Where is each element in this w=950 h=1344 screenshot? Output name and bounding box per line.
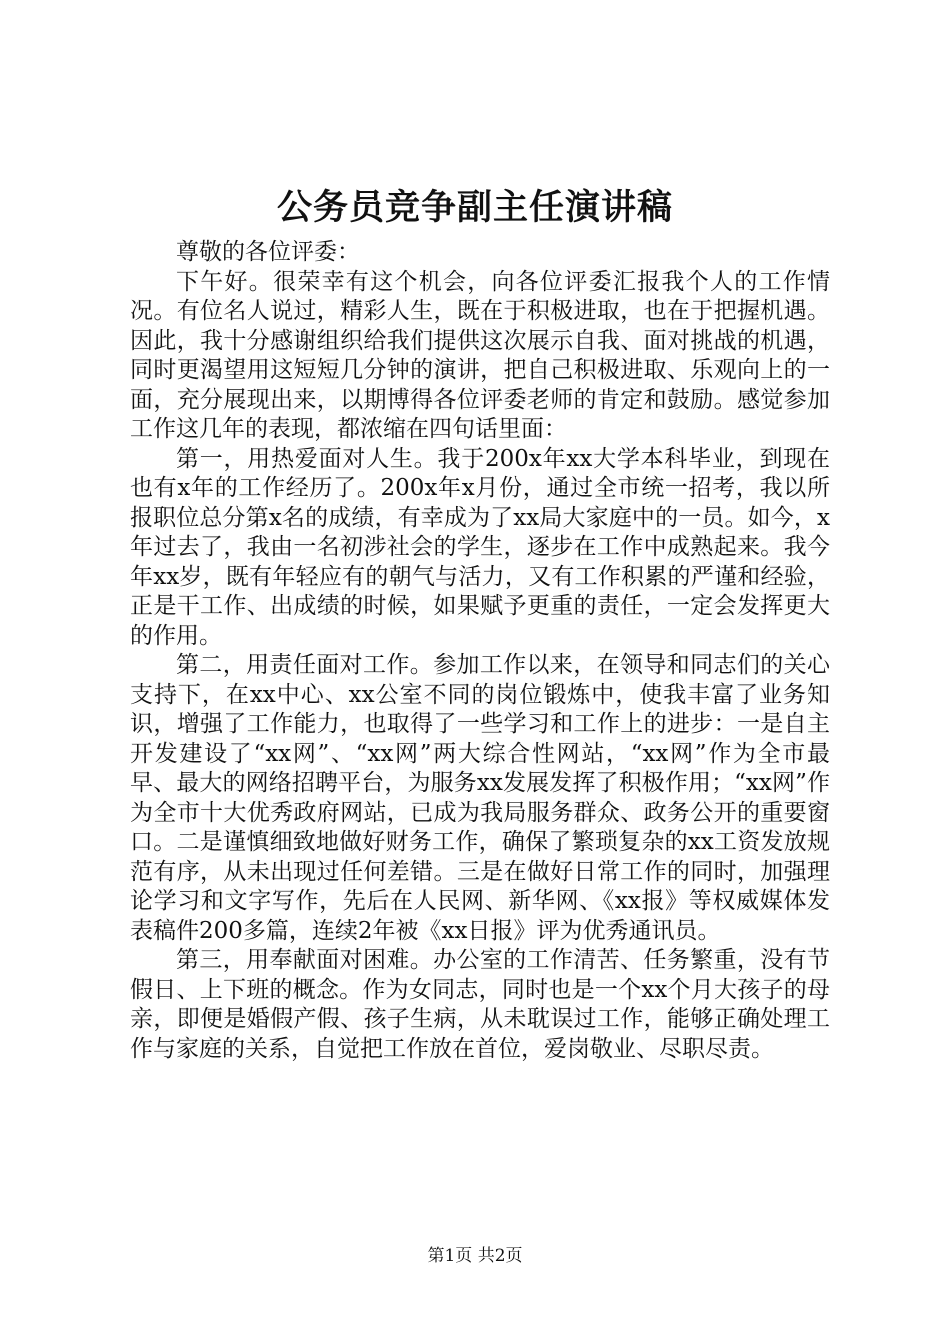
page-number-footer: 第1页 共2页	[427, 1246, 523, 1266]
paragraph-intro: 下午好。很荣幸有这个机会，向各位评委汇报我个人的工作情况。有位名人说过，精彩人生，既在于积极进取，也在于把握机遇。因此，我十分感谢组织给我们提供这次展示自我、面对挑战的机遇，同时更渴望用这短短几分钟的演讲，把自己积极进取、乐观向上的一面，充分展现出来，以期博得各位评委老师的肯定和鼓励。感觉参加工作这几年的表现，都浓缩在四句话里面：	[130, 268, 830, 442]
document-title: 公务员竞争副主任演讲稿	[276, 187, 673, 228]
document-body	[130, 238, 830, 1064]
paragraph-first-point: 第一，用热爱面对人生。我于200x年xx大学本科毕业，到现在也有x年的工作经历了。200x年x月份，通过全市统一招考，我以所报职位总分第x名的成绩，有幸成为了xx局大家庭中的一员。如今，x年过去了，我由一名初涉社会的学生，逐步在工作中成熟起来。我今年xx岁，既有年轻应有的朝气与活力，又有工作积累的严谨和经验，正是干工作、出成绩的时候，如果赋予更重的责任，一定会发挥更大的作用。	[130, 445, 830, 649]
paragraph-salutation: 尊敬的各位评委：	[176, 239, 360, 265]
paragraph-third-point: 第三，用奉献面对困难。办公室的工作清苦、任务繁重，没有节假日、上下班的概念。作为女同志，同时也是一个xx个月大孩子的母亲，即便是婚假产假、孩子生病，从未耽误过工作，能够正确处理工作与家庭的关系，自觉把工作放在首位，爱岗敬业、尽职尽责。	[130, 947, 830, 1062]
paragraph-second-point: 第二，用责任面对工作。参加工作以来，在领导和同志们的关心支持下，在xx中心、xx公室不同的岗位锻炼中，使我丰富了业务知识，增强了工作能力，也取得了一些学习和工作上的进步：一是自主开发建设了“xx网”、“xx网”两大综合性网站，“xx网”作为全市最早、最大的网络招聘平台，为服务xx发展发挥了积极作用；“xx网”作为全市十大优秀政府网站，已成为我局服务群众、政务公开的重要窗口。二是谨慎细致地做好财务工作，确保了繁琐复杂的xx工资发放规范有序，从未出现过任何差错。三是在做好日常工作的同时，加强理论学习和文字写作，先后在人民网、新华网、《xx报》等权威媒体发表稿件200多篇，连续2年被《xx日报》评为优秀通讯员。	[130, 652, 830, 944]
